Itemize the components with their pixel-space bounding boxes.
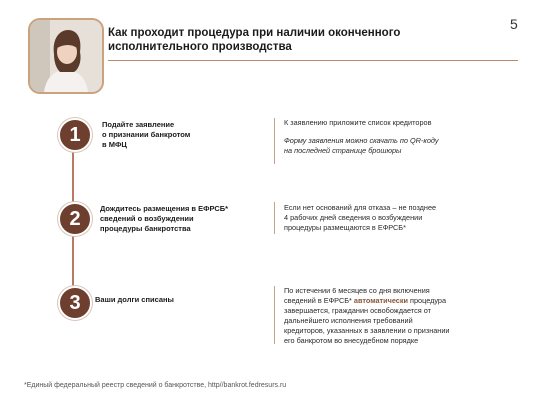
step-2-desc-line: 4 рабочих дней сведения о возбуждении	[284, 213, 423, 222]
step-2-title-line: процедуры банкротства	[100, 224, 191, 233]
step-1-number-badge: 1	[58, 118, 92, 152]
step-3-number-badge: 3	[58, 286, 92, 320]
step-2-number-badge: 2	[58, 202, 92, 236]
step-1-description	[284, 118, 494, 156]
step-2-desc-line: Если нет оснований для отказа – не позднее	[284, 203, 437, 212]
step-3-title-line: Ваши долги списаны	[95, 295, 174, 304]
step-1-title	[102, 120, 190, 150]
title-underline	[108, 60, 518, 61]
step-2-title	[100, 204, 228, 234]
author-photo	[28, 18, 104, 94]
step-1-title-line: в МФЦ	[102, 140, 127, 149]
step-2-desc-line: процедуры размещаются в ЕФРСБ*	[284, 223, 406, 232]
step-3-desc-line: кредиторов, указанных в заявлении о признании	[284, 326, 450, 335]
step-3-desc-line: его банкротом во внесудебном порядке	[284, 336, 419, 345]
step-2-divider	[274, 202, 275, 234]
step-1-title-line: Подайте заявление	[102, 120, 175, 129]
footnote: *Единый федеральный реестр сведений о банкротстве, http//bankrot.fedresurs.ru	[24, 382, 287, 389]
step-3-divider	[274, 286, 275, 344]
step-3-desc-line: дальнейшего исполнения требований	[284, 316, 413, 325]
title-line-2: исполнительного производства	[108, 41, 292, 53]
step-1-desc-line: К заявлению приложите список кредиторов	[284, 118, 432, 127]
step-3-desc-line: завершается, гражданин освобождается от	[284, 306, 431, 315]
step-1-divider	[274, 118, 275, 164]
step-2-description	[284, 203, 494, 233]
step-3-description	[284, 286, 494, 346]
step-3-desc-text: сведений в ЕФРСБ*	[284, 296, 354, 305]
step-3-desc-line: По истечении 6 месяцев со дня включения	[284, 286, 430, 295]
step-3-title	[95, 295, 174, 305]
step-3-desc-line-2	[284, 296, 494, 306]
step-3-desc-highlight: автоматически	[353, 296, 409, 305]
title-line-1: Как проходит процедура при наличии оконченного	[108, 27, 401, 39]
step-2-title-line: Дождитесь размещения в ЕФРСБ*	[100, 204, 229, 213]
step-1-desc-italic-line: на последней странице брошюры	[284, 146, 402, 155]
page-title	[108, 26, 468, 54]
step-1-title-line: о признании банкротом	[102, 130, 191, 139]
step-1-desc-italic-line: Форму заявления можно скачать по QR-коду	[284, 136, 439, 145]
step-3-desc-text: процедура	[408, 296, 447, 305]
step-2-title-line: сведений о возбуждении	[100, 214, 194, 223]
page-number: 5	[510, 16, 518, 32]
